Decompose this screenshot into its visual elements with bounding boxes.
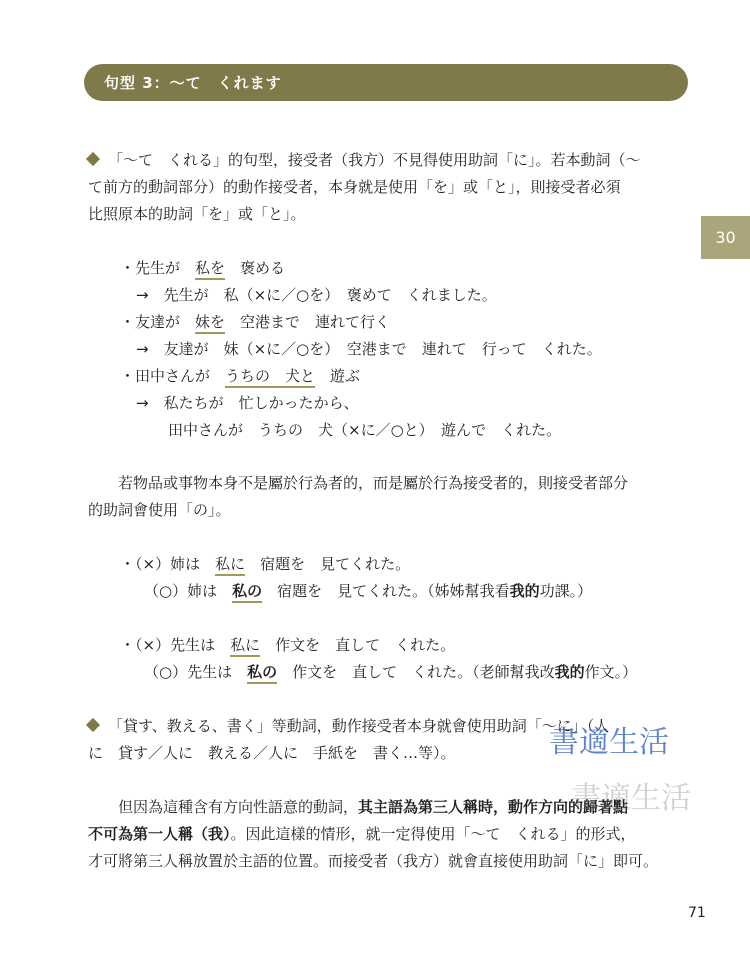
watermark-secondary: 書適生活 (571, 781, 691, 816)
para1-line1 (88, 150, 641, 170)
example2-arrow: → 友達が 妹（×に／○を） 空港まで 連れて 行って くれた。 (136, 340, 602, 358)
example-a-wrong (120, 554, 410, 574)
page-number: 71 (688, 905, 706, 921)
example2-lead: ・友達が (120, 313, 196, 331)
example1-lead: ・先生が (120, 259, 196, 277)
example1-arrow: → 先生が 私（×に／○を） 褒めて くれました。 (136, 286, 497, 304)
example2-underlined: 妹を (195, 313, 225, 334)
para3-line1 (88, 716, 609, 736)
example3-arrow: → 私たちが 忙しかったから、 (136, 394, 359, 412)
para4-line1-bold: 其主語為第三人稱時，動作方向的歸著點 (358, 798, 629, 816)
para2-line2: 的助詞會使用「の」。 (88, 501, 231, 519)
example-b-right-bold: 我的 (554, 663, 585, 681)
example-a-right-tail: 功課。） (539, 582, 593, 600)
example-b-right-underlined: 私の (247, 663, 277, 684)
example-a-wrong-underlined: 私に (215, 555, 245, 576)
example-b-wrong-tail: 作文を 直して くれた。 (260, 636, 456, 654)
example3-underlined: うちの 犬と (225, 367, 315, 388)
chapter-tab: 30 (701, 216, 750, 259)
para4-line1 (118, 797, 628, 817)
para1-line2: て前方的動詞部分）的動作接受者，本身就是使用「を」或「と」，則接受者必須 (88, 178, 621, 196)
example2-tail: 空港まで 連れて行く (225, 313, 391, 331)
para4-line2-tail: 。因此這樣的情形，就一定得使用「〜て くれる」的形式， (230, 825, 636, 843)
example-b-wrong (120, 635, 455, 655)
para1-line1-text: 「〜て くれる」的句型，接受者（我方）不見得使用助詞「に」。若本動詞（〜 (108, 151, 641, 169)
example-a-right-lead: （○）姉は (144, 582, 233, 600)
example1 (120, 258, 285, 278)
example-a-right-mid: 宿題を 見てくれた。（姊姊幫我看 (262, 582, 510, 600)
example-b-right-tail: 作文。） (584, 663, 638, 681)
example1-underlined: 私を (195, 259, 225, 280)
example-b-right (144, 662, 637, 682)
example-a-wrong-tail: 宿題を 見てくれた。 (245, 555, 411, 573)
para4-line3: 才可將第三人稱放置於主語的位置。而接受者（我方）就會直接使用助詞「に」即可。 (88, 852, 659, 870)
example-b-wrong-underlined: 私に (230, 636, 260, 657)
example-b-right-lead: （○）先生は (144, 663, 248, 681)
para3-line1-text: 「貸す、教える、書く」等動詞，動作接受者本身就會使用助詞「〜に」（人 (108, 717, 610, 735)
example3-tail: 遊ぶ (315, 367, 361, 385)
para4-line2-bold: 不可為第一人稱（我） (88, 825, 231, 843)
para1-line3: 比照原本的助詞「を」或「と」。 (88, 205, 306, 223)
section-title: 句型 3：〜て くれます (104, 74, 282, 92)
watermark-primary: 書適生活 (549, 725, 669, 760)
example-b-right-mid: 作文を 直して くれた。（老師幫我改 (277, 663, 555, 681)
example3-continuation: 田中さんが うちの 犬（×に／○と） 遊んで くれた。 (168, 421, 562, 439)
example-a-right-underlined: 私の (232, 582, 262, 603)
example-a-right (144, 581, 592, 601)
para3-line2: に 貸す／人に 教える／人に 手紙を 書く…等）。 (88, 744, 456, 762)
para2-line1: 若物品或事物本身不是屬於行為者的，而是屬於行為接受者的，則接受者部分 (118, 474, 629, 492)
diamond-bullet-icon (86, 152, 100, 166)
example-b-wrong-lead: ・（×）先生は (120, 636, 231, 654)
para4-line2 (88, 824, 636, 844)
example-a-wrong-lead: ・（×）姉は (120, 555, 216, 573)
example3-lead: ・田中さんが (120, 367, 226, 385)
para4-line1-lead: 但因為這種含有方向性語意的動詞， (118, 798, 359, 816)
diamond-bullet-icon (86, 718, 100, 732)
example3 (120, 366, 360, 386)
example-a-right-bold: 我的 (509, 582, 540, 600)
example2 (120, 312, 390, 332)
section-header-bar (84, 64, 688, 101)
example1-tail: 褒める (225, 259, 286, 277)
